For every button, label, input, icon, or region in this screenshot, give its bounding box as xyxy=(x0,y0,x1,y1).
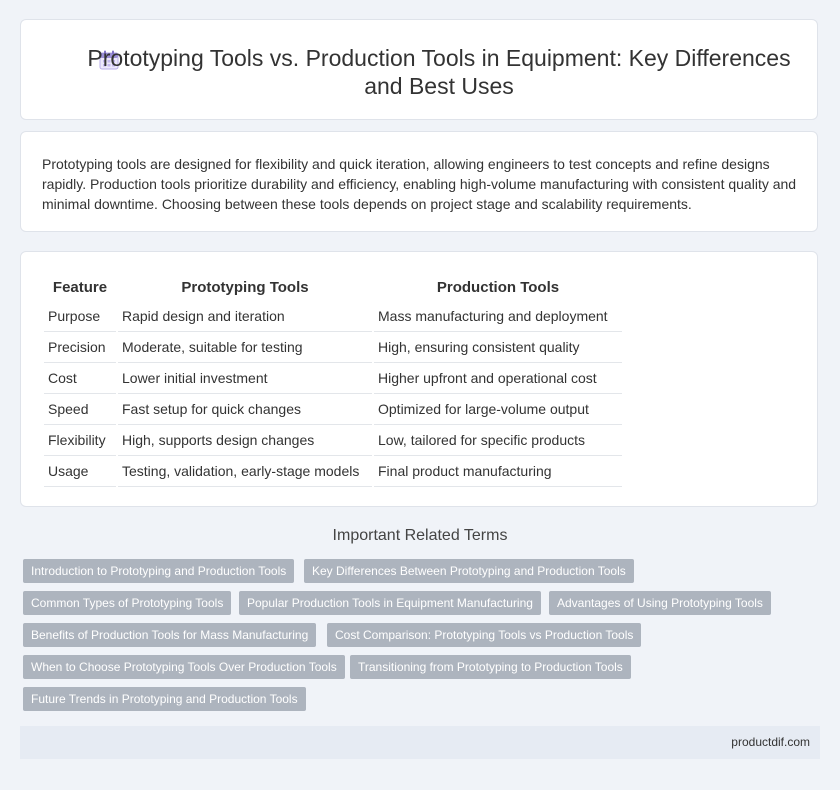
intro-text: Prototyping tools are designed for flexibility and quick iteration, allowing engineers to test concepts and refine designs rapidly. Production tools prioritize durability and efficiency, enabling high-volume manufacturing with consistent quality and minimal downtime. Choosing between these tools depends on project stage and scalability requirements. xyxy=(42,156,797,212)
table-cell: High, ensuring consistent quality xyxy=(374,332,622,363)
table-cell: Low, tailored for specific products xyxy=(374,425,622,456)
table-row xyxy=(44,332,622,363)
table-row xyxy=(44,394,622,425)
related-term-tag[interactable]: Cost Comparison: Prototyping Tools vs Production Tools xyxy=(327,623,641,647)
table-row xyxy=(44,363,622,394)
related-term-tag[interactable]: Future Trends in Prototyping and Production Tools xyxy=(23,687,306,711)
table-cell: Mass manufacturing and deployment xyxy=(374,301,622,332)
related-term-tag[interactable]: Common Types of Prototyping Tools xyxy=(23,591,231,615)
related-terms-heading: Important Related Terms xyxy=(332,527,508,544)
intro-card xyxy=(20,131,818,232)
table-row xyxy=(44,301,622,332)
table-cell: Fast setup for quick changes xyxy=(118,394,372,425)
header-card xyxy=(20,19,818,120)
table-cell: Testing, validation, early-stage models xyxy=(118,456,372,487)
related-term-tag[interactable]: Transitioning from Prototyping to Production Tools xyxy=(350,655,631,679)
table-cell: Rapid design and iteration xyxy=(118,301,372,332)
comparison-card xyxy=(20,251,818,507)
table-cell: Optimized for large-volume output xyxy=(374,394,622,425)
table-cell: Precision xyxy=(44,332,116,363)
related-term-tag[interactable]: When to Choose Prototyping Tools Over Production Tools xyxy=(23,655,345,679)
table-row xyxy=(44,425,622,456)
table-header-row xyxy=(44,274,622,301)
related-term-tag[interactable]: Advantages of Using Prototyping Tools xyxy=(549,591,771,615)
related-term-tag[interactable]: Popular Production Tools in Equipment Manufacturing xyxy=(239,591,541,615)
table-cell: Usage xyxy=(44,456,116,487)
table-cell: High, supports design changes xyxy=(118,425,372,456)
column-header-feature: Feature xyxy=(52,279,108,296)
table-cell: Flexibility xyxy=(44,425,116,456)
table-cell: Speed xyxy=(44,394,116,425)
table-cell: Moderate, suitable for testing xyxy=(118,332,372,363)
table-row xyxy=(44,456,622,487)
footer-site-link[interactable]: productdif.com xyxy=(731,735,810,749)
table-cell: Lower initial investment xyxy=(118,363,372,394)
table-cell: Final product manufacturing xyxy=(374,456,622,487)
table-cell: Higher upfront and operational cost xyxy=(374,363,622,394)
table-cell: Cost xyxy=(44,363,116,394)
column-header-prototyping: Prototyping Tools xyxy=(181,279,309,296)
related-term-tag[interactable]: Benefits of Production Tools for Mass Manufacturing xyxy=(23,623,316,647)
table-cell: Purpose xyxy=(44,301,116,332)
column-header-production: Production Tools xyxy=(436,279,560,296)
comparison-table xyxy=(42,274,624,487)
related-term-tag[interactable]: Introduction to Prototyping and Production Tools xyxy=(23,559,294,583)
related-term-tag[interactable]: Key Differences Between Prototyping and Production Tools xyxy=(304,559,634,583)
footer xyxy=(20,726,820,759)
page-title: Prototyping Tools vs. Production Tools in Equipment: Key Differences and Best Uses xyxy=(87,45,791,99)
